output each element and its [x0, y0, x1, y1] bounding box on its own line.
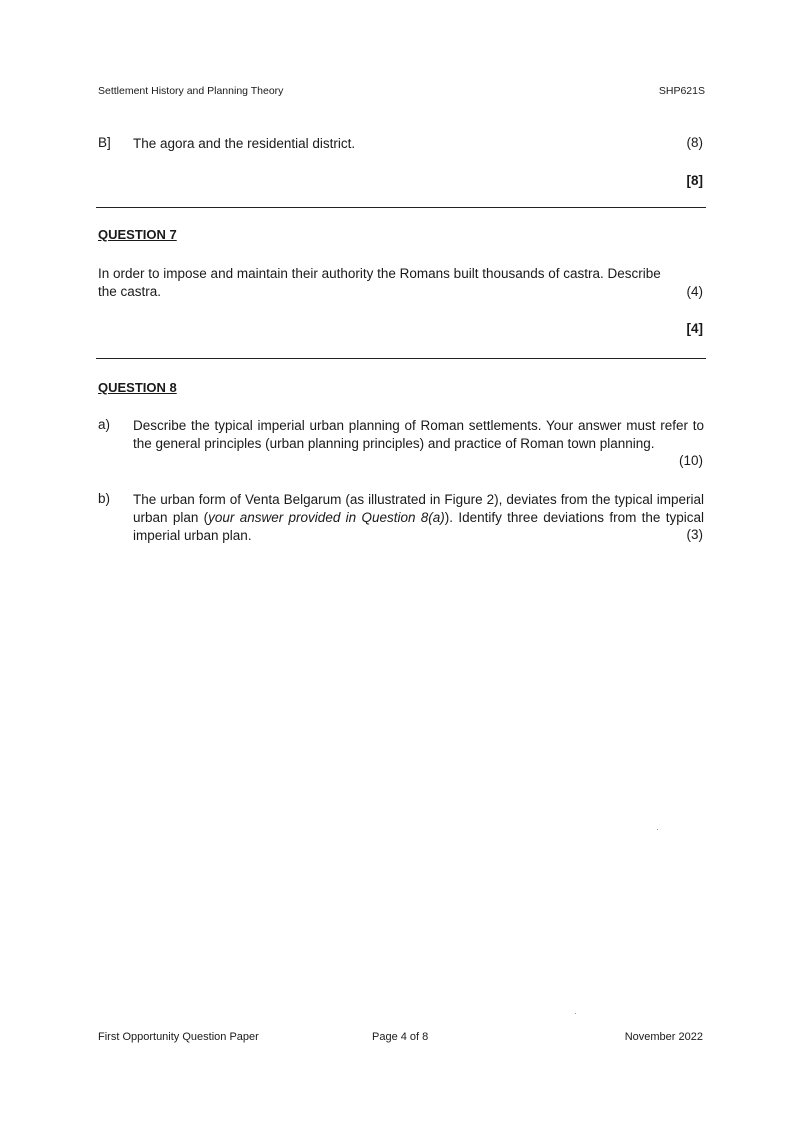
footer-left: First Opportunity Question Paper — [98, 1031, 259, 1043]
section-divider — [96, 358, 706, 359]
footer-page-number: Page 4 of 8 — [372, 1031, 429, 1043]
item-marks-b: (8) — [686, 135, 703, 150]
question7-heading: QUESTION 7 — [98, 227, 177, 242]
question7-line2: the castra. — [98, 284, 162, 299]
footer-date: November 2022 — [624, 1031, 703, 1043]
section-divider — [96, 207, 706, 208]
item-text-b: The agora and the residential district. — [133, 136, 356, 151]
question8a-marks: (10) — [678, 453, 703, 468]
question8a-text: Describe the typical imperial urban planning of Roman settlements. Your answer must refer to the general principles (urban planning principles) and practice of Roman town planning. — [133, 418, 704, 451]
question8b-text-after: ). Identify three deviations from the typical imperial urban plan. — [133, 510, 704, 543]
question8b-text-italic: your answer provided in Question 8(a) — [208, 510, 445, 525]
header-course-code: SHP621S — [658, 85, 705, 97]
question7-line1: In order to impose and maintain their authority the Romans built thousands of castra. Describe — [98, 266, 661, 281]
scan-speck — [575, 1013, 576, 1014]
header-course-title: Settlement History and Planning Theory — [98, 85, 284, 97]
question-total: [8] — [686, 173, 703, 188]
scan-speck — [657, 829, 658, 830]
item-label-b: B] — [98, 135, 111, 150]
question8-heading: QUESTION 8 — [98, 380, 177, 395]
question8b-label: b) — [98, 491, 111, 506]
question7-total: [4] — [686, 321, 703, 336]
question7-marks: (4) — [686, 284, 703, 299]
question8b-marks: (3) — [686, 527, 703, 542]
question8a-label: a) — [98, 417, 111, 432]
question8b-text-before: The urban form of Venta Belgarum (as illustrated in Figure 2), deviates from the typical imperial urban plan ( — [133, 492, 704, 525]
question8b-text — [133, 491, 704, 545]
question7-text — [98, 265, 708, 301]
